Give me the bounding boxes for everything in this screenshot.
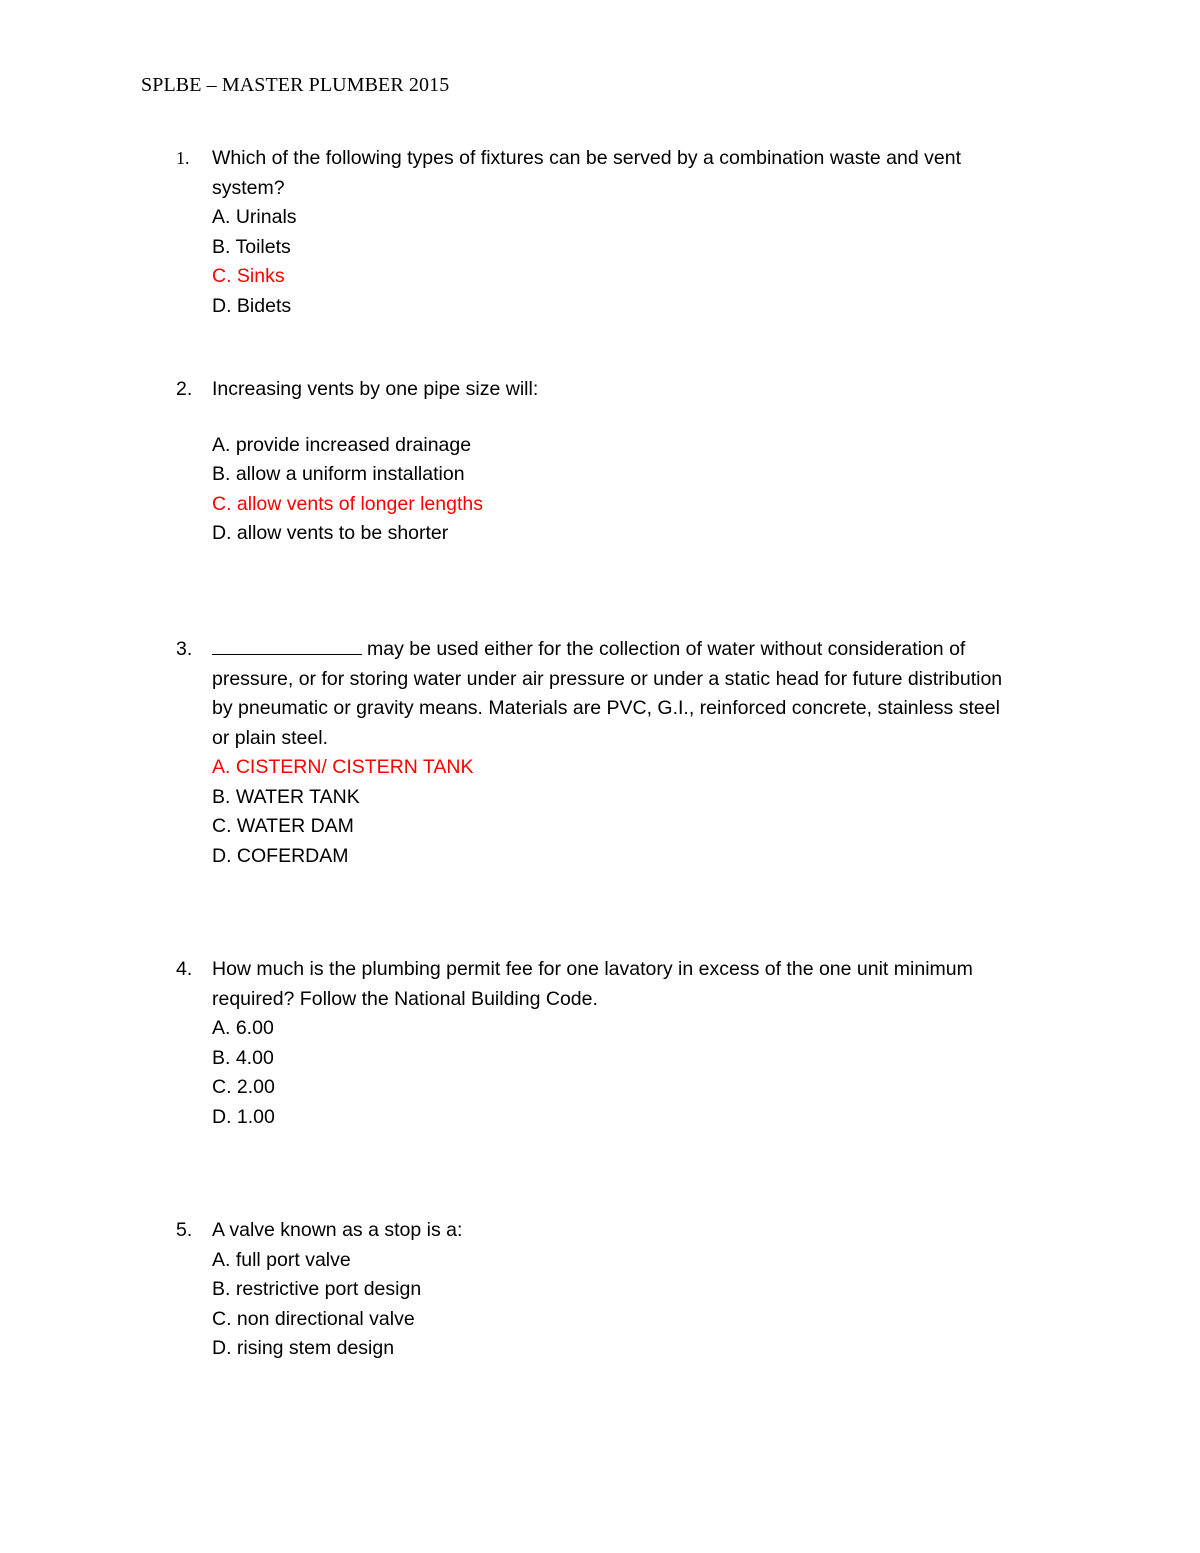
answer-option-d: D. 1.00 xyxy=(212,1105,275,1128)
answer-option-a: A. provide increased drainage xyxy=(212,433,472,456)
question-number: 3. xyxy=(176,638,193,660)
question-body xyxy=(212,955,1062,1132)
question-number: 5. xyxy=(176,1219,193,1241)
answer-option-d: D. Bidets xyxy=(212,294,292,317)
question-body xyxy=(212,375,1062,549)
answer-option-b: B. WATER TANK xyxy=(212,785,360,808)
answer-option-b: B. allow a uniform installation xyxy=(212,463,465,485)
question-text-line: Increasing vents by one pipe size will: xyxy=(212,378,539,400)
question-number: 4. xyxy=(176,958,193,980)
question-body xyxy=(212,1216,1062,1364)
answer-option-a: A. 6.00 xyxy=(212,1017,274,1039)
question-text-line: A valve known as a stop is a: xyxy=(212,1219,463,1241)
answer-option-d: D. allow vents to be shorter xyxy=(212,522,449,544)
question-text-line: system? xyxy=(212,176,285,199)
question-body xyxy=(212,635,1062,871)
answer-option-d: D. rising stem design xyxy=(212,1337,395,1359)
question-text-line: or plain steel. xyxy=(212,726,328,749)
answer-option-a-correct: A. CISTERN/ CISTERN TANK xyxy=(212,756,474,778)
answer-option-a: A. full port valve xyxy=(212,1248,351,1271)
answer-option-b: B. Toilets xyxy=(212,235,291,258)
question-text-line: required? Follow the National Building Code. xyxy=(212,987,598,1010)
question-number: 2. xyxy=(176,378,193,400)
answer-option-c: C. 2.00 xyxy=(212,1076,275,1098)
fill-in-blank xyxy=(212,637,362,655)
answer-option-c-correct: C. allow vents of longer lengths xyxy=(212,492,483,515)
question-text-line: Which of the following types of fixtures can be served by a combination waste and vent xyxy=(212,147,961,169)
answer-option-c: C. non directional valve xyxy=(212,1307,415,1330)
answer-option-b: B. restrictive port design xyxy=(212,1278,422,1300)
page-title: SPLBE – MASTER PLUMBER 2015 xyxy=(141,74,450,96)
question-text-line: How much is the plumbing permit fee for one lavatory in excess of the one unit minimum xyxy=(212,958,973,980)
question-body xyxy=(212,144,1062,321)
question-text-line: pressure, or for storing water under air pressure or under a static head for future distribution xyxy=(212,667,1003,690)
answer-option-c: C. WATER DAM xyxy=(212,815,354,837)
answer-option-b: B. 4.00 xyxy=(212,1046,274,1069)
question-text-line: may be used either for the collection of water without consideration of xyxy=(367,638,966,660)
question-text-line: by pneumatic or gravity means. Materials are PVC, G.I., reinforced concrete, stainless steel xyxy=(212,697,1000,719)
answer-option-d: D. COFERDAM xyxy=(212,844,349,867)
answer-option-c-correct: C. Sinks xyxy=(212,265,285,287)
answer-option-a: A. Urinals xyxy=(212,206,297,228)
question-number: 1. xyxy=(176,148,190,168)
